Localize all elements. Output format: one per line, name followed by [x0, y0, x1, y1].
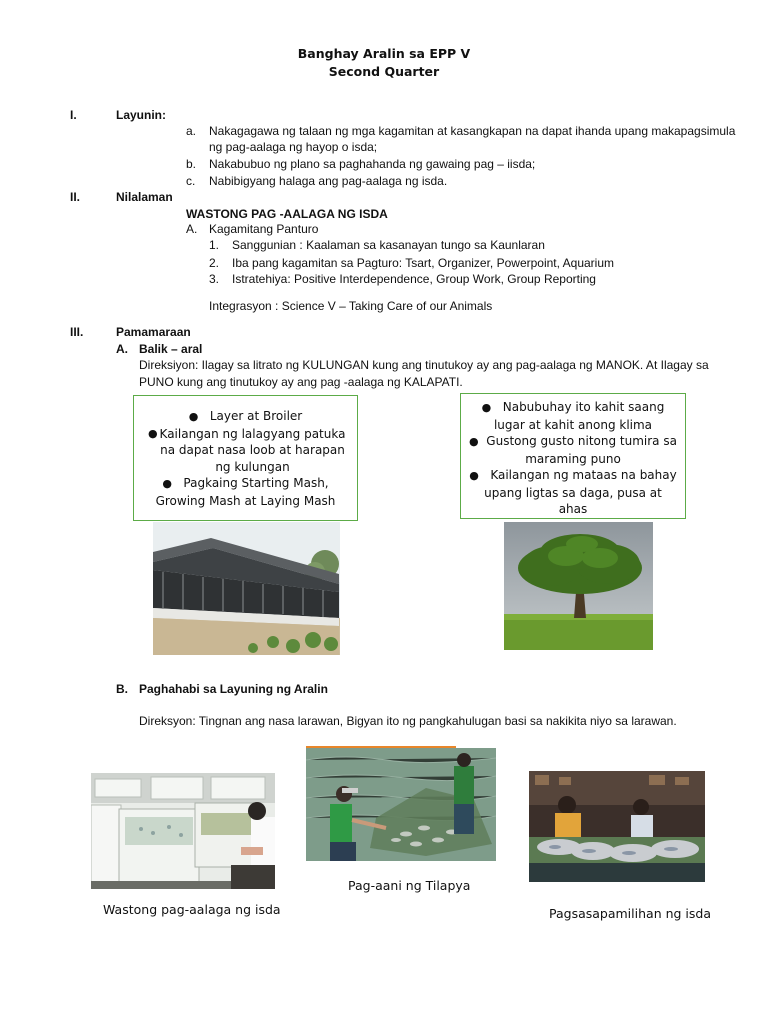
bullet-icon: ●: [162, 477, 172, 490]
tree-image: [504, 522, 653, 650]
section-1-heading: Layunin:: [116, 108, 166, 122]
part-a-direction-line1: Direksiyon: Ilagay sa litrato ng KULUNGAN kung ang tinutukoy ay ang pag-aalaga ng MANOK. At Ilagay sa: [139, 358, 709, 372]
clue-any-climate: ● Nabubuhay ito kahit saang lugar at kahit anong klima: [481, 400, 665, 432]
materials-letter: A.: [186, 222, 198, 236]
clue-feeder: ● Kailangan ng lalagyang patuka na dapat nasa loob at harapan ng kulungan: [148, 426, 346, 474]
bullet-icon: ●: [481, 401, 492, 414]
clue-high-house: ● Kailangan ng mataas na bahay upang ligtas sa daga, pusa at ahas: [469, 468, 677, 516]
fish-market-image: [529, 771, 705, 882]
chicken-clue-box: [133, 395, 358, 521]
clue-trees: ● Gustong gusto nitong tumira sa maraming puno: [469, 434, 677, 466]
pigeon-clue-box: [460, 393, 686, 519]
lesson-topic: WASTONG PAG -AALAGA NG ISDA: [186, 207, 388, 221]
caption-fish-market: Pagsasapamilihan ng isda: [549, 906, 711, 921]
material-2-number: 2.: [209, 256, 220, 270]
tilapia-harvest-image: [306, 748, 496, 861]
objective-a-line1: Nakagagawa ng talaan ng mga kagamitan at kasangkapan na dapat ihanda upang makapagsimula: [209, 124, 736, 138]
objective-b-letter: b.: [186, 157, 197, 171]
part-b-heading: Paghahabi sa Layuning ng Aralin: [139, 682, 328, 696]
part-a-heading: Balik – aral: [139, 342, 203, 356]
fish-tanks-image: [91, 773, 275, 889]
clue-mash-feed: ● Pagkaing Starting Mash, Growing Mash at Laying Mash: [155, 476, 336, 508]
caption-fish-tanks: Wastong pag-aalaga ng isda: [103, 902, 281, 917]
clue-layer-broiler: ● Layer at Broiler: [188, 409, 303, 423]
materials-heading: Kagamitang Panturo: [209, 222, 319, 236]
material-3-text: Istratehiya: Positive Interdependence, Group Work, Group Reporting: [232, 272, 596, 286]
bullet-icon: ●: [469, 435, 479, 448]
document-subtitle: Second Quarter: [328, 64, 440, 79]
integration-text: Integrasyon : Science V – Taking Care of our Animals: [209, 299, 493, 313]
material-2-text: Iba pang kagamitan sa Pagturo: Tsart, Organizer, Powerpoint, Aquarium: [232, 256, 614, 270]
objective-b-text: Nakabubuo ng plano sa paghahanda ng gawaing pag – iisda;: [209, 157, 536, 171]
caption-tilapia-harvest: Pag-aani ng Tilapya: [348, 878, 471, 893]
document-title: Banghay Aralin sa EPP V: [297, 46, 471, 61]
part-a-letter: A.: [116, 342, 128, 356]
material-1-number: 1.: [209, 238, 220, 252]
section-3-heading: Pamamaraan: [116, 325, 191, 339]
section-2-numeral: II.: [70, 190, 81, 204]
bullet-icon: ●: [148, 426, 158, 440]
chicken-house-image: [153, 522, 340, 655]
section-1-numeral: I.: [70, 108, 77, 122]
section-2-heading: Nilalaman: [116, 190, 173, 204]
objective-a-letter: a.: [186, 124, 197, 138]
part-b-direction: Direksyon: Tingnan ang nasa larawan, Bigyan ito ng pangkahulugan basi sa nakikita niyo sa larawan.: [139, 714, 677, 728]
objective-a-line2: ng pag-aalaga ng hayop o isda;: [209, 140, 378, 154]
objective-c-text: Nabibigyang halaga ang pag-aalaga ng isda.: [209, 174, 448, 188]
material-3-number: 3.: [209, 272, 220, 286]
objective-c-letter: c.: [186, 174, 196, 188]
bullet-icon: ●: [469, 469, 479, 482]
part-b-letter: B.: [116, 682, 128, 696]
material-1-text: Sanggunian : Kaalaman sa kasanayan tungo sa Kaunlaran: [232, 238, 545, 252]
section-3-numeral: III.: [70, 325, 84, 339]
part-a-direction-line2: PUNO kung ang tinutukoy ay ang pag -aalaga ng KALAPATI.: [139, 375, 463, 389]
bullet-icon: ●: [188, 410, 199, 423]
